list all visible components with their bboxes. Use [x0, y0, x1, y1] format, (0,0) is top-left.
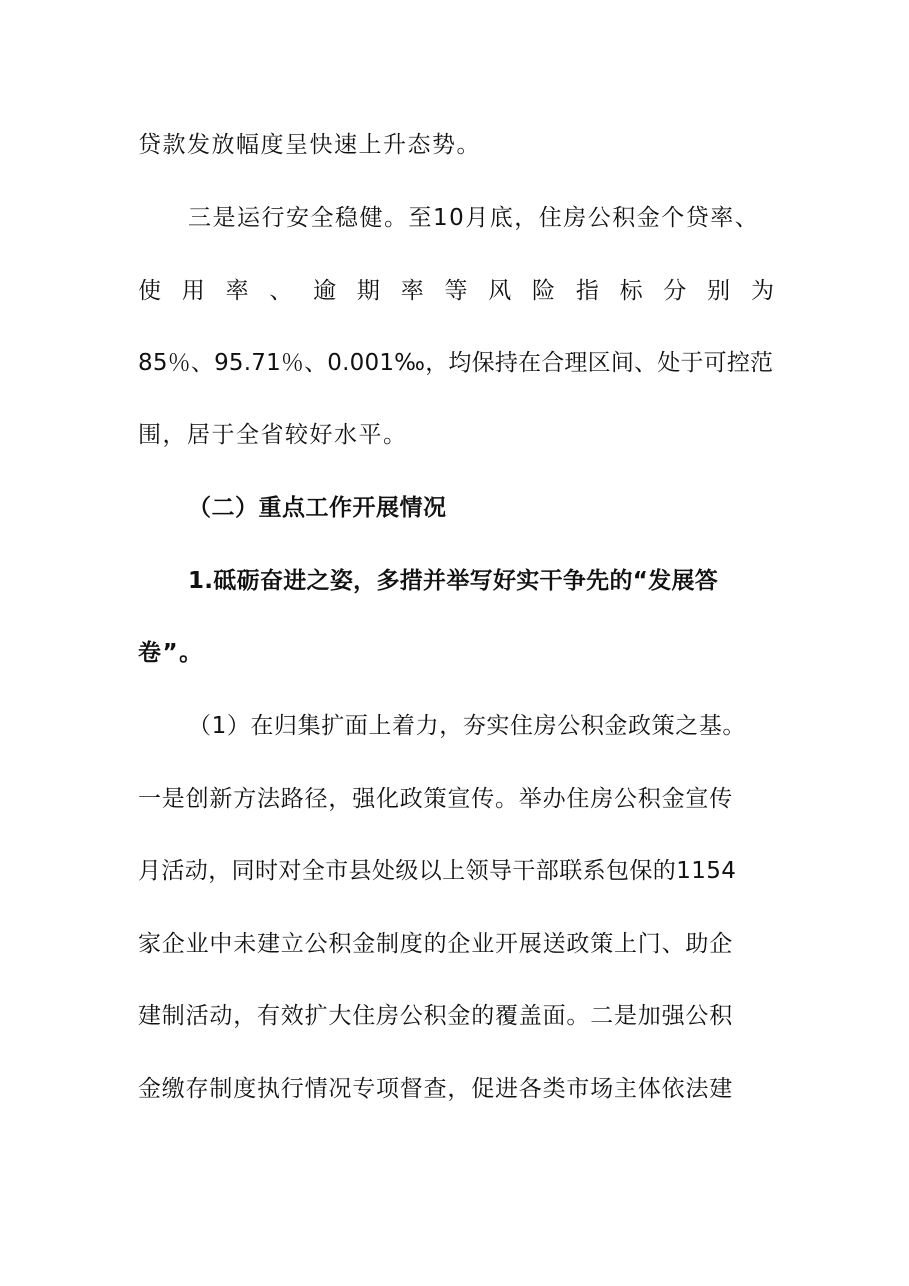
paragraph-line-justified: [138, 276, 774, 306]
char: 使: [138, 278, 161, 304]
char: 别: [707, 278, 731, 304]
char: 率: [225, 278, 249, 304]
paragraph-line: 金缴存制度执行情况专项督查，促进各类市场主体依法建: [138, 1076, 733, 1102]
subsection-heading-cont: 卷”。: [138, 640, 204, 666]
char: 等: [444, 278, 468, 304]
paragraph-line: （1）在归集扩面上着力，夯实住房公积金政策之基。: [188, 713, 747, 739]
paragraph-line: 三是运行安全稳健。至10月底，住房公积金个贷率、: [188, 205, 760, 231]
char: 、: [269, 278, 293, 304]
char: 用: [181, 278, 205, 304]
paragraph-line: 一是创新方法路径，强化政策宣传。举办住房公积金宣传: [138, 786, 733, 812]
char: 分: [663, 278, 687, 304]
char: 逾: [313, 278, 337, 304]
section-heading: （二）重点工作开展情况: [188, 495, 447, 521]
paragraph-line: 建制活动，有效扩大住房公积金的覆盖面。二是加强公积: [138, 1003, 733, 1029]
paragraph-line: 贷款发放幅度呈快速上升态势。: [138, 132, 481, 158]
char: 标: [619, 278, 643, 304]
char: 风: [488, 278, 512, 304]
paragraph-line: 家企业中未建立公积金制度的企业开展送政策上门、助企: [138, 931, 733, 957]
char: 期: [356, 278, 380, 304]
subsection-heading: 1.砥砺奋进之姿，多措并举写好实干争先的“发展答: [188, 568, 719, 594]
paragraph-line: 围，居于全省较好水平。: [138, 422, 408, 448]
paragraph-line: 85％、95.71％、0.001‰，均保持在合理区间、处于可控范: [138, 350, 774, 376]
char: 率: [400, 278, 424, 304]
char: 险: [532, 278, 556, 304]
paragraph-line: 月活动，同时对全市县处级以上领导干部联系包保的1154: [138, 858, 737, 884]
char: 指: [575, 278, 599, 304]
char: 为: [750, 278, 774, 304]
